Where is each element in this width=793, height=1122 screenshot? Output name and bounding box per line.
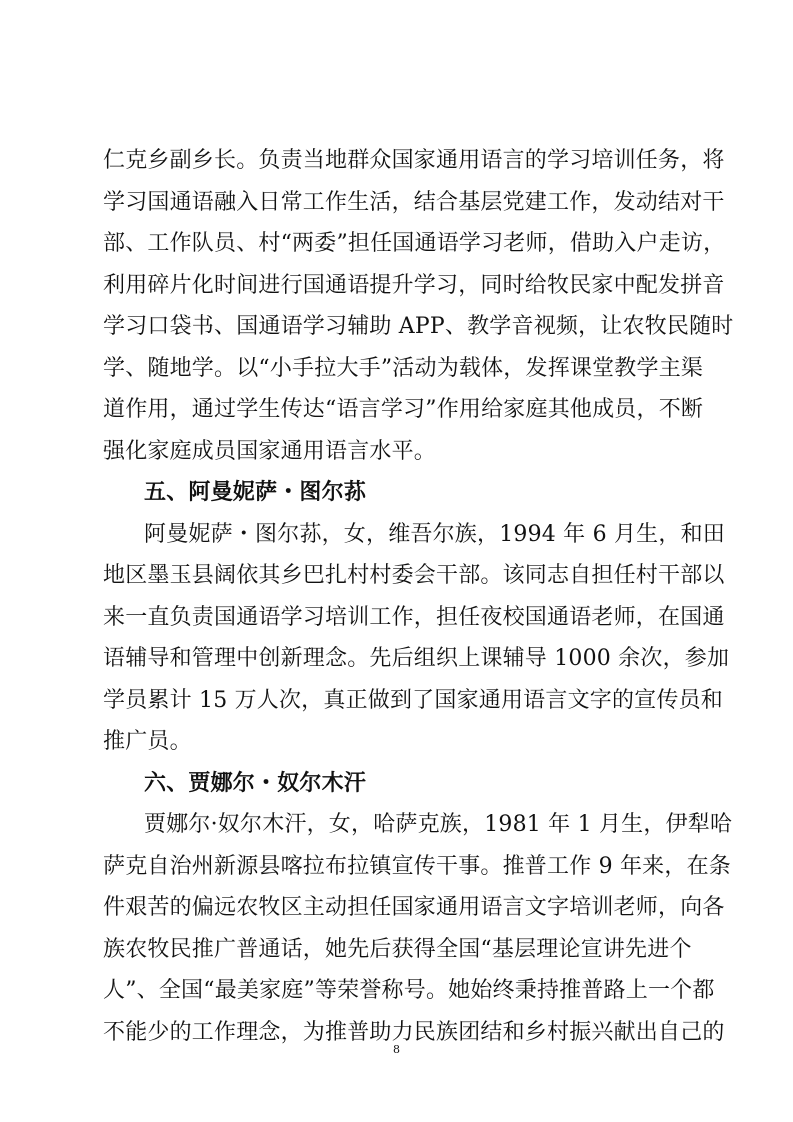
paragraph-line: 学、随地学。以“小手拉大手”活动为载体，发挥课堂教学主渠 [103,356,704,381]
paragraph-line: 语辅导和管理中创新理念。先后组织上课辅导 1000 余次，参加 [103,646,730,671]
paragraph-line: 学员累计 15 万人次，真正做到了国家通用语言文字的宣传员和 [103,688,723,713]
paragraph-line: 学习国通语融入日常工作生活，结合基层党建工作，发动结对干 [103,190,725,215]
paragraph-line: 利用碎片化时间进行国通语提升学习，同时给牧民家中配发拼音 [103,273,725,298]
paragraph-line: 人”、全国“最美家庭”等荣誉称号。她始终秉持推普路上一个都 [103,978,715,1003]
section-heading: 五、阿曼妮萨・图尔荪 [144,480,367,505]
paragraph-line: 推广员。 [103,729,192,754]
paragraph-line: 件艰苦的偏远农牧区主动担任国家通用语言文字培训老师，向各 [103,895,725,920]
paragraph-line: 萨克自治州新源县喀拉布拉镇宣传干事。推普工作 9 年来，在条 [103,854,731,879]
section-heading: 六、贾娜尔・奴尔木汗 [144,771,367,796]
paragraph-line: 部、工作队员、村“两委”担任国通语学习老师，借助入户走访， [103,231,726,256]
paragraph-line: 来一直负责国通语学习培训工作，担任夜校国通语老师，在国通 [103,605,725,630]
paragraph-line: 不能少的工作理念，为推普助力民族团结和乡村振兴献出自己的 [103,1020,725,1045]
paragraph-line: 强化家庭成员国家通用语言水平。 [103,439,437,464]
paragraph-line: 仁克乡副乡长。负责当地群众国家通用语言的学习培训任务，将 [103,148,725,173]
page-number: 8 [393,1043,400,1056]
paragraph-line: 族农牧民推广普通话，她先后获得全国“基层理论宣讲先进个 [103,937,692,962]
paragraph-line: 贾娜尔·奴尔木汗，女，哈萨克族，1981 年 1 月生，伊犁哈 [144,812,733,837]
paragraph-line: 道作用，通过学生传达“语言学习”作用给家庭其他成员，不断 [103,397,704,422]
paragraph-line: 学习口袋书、国通语学习辅助 APP、教学音视频，让农牧民随时 [103,314,734,339]
paragraph-line: 地区墨玉县阔依其乡巴扎村村委会干部。该同志自担任村干部以 [103,563,725,588]
paragraph-line: 阿曼妮萨・图尔荪，女，维吾尔族，1994 年 6 月生，和田 [144,522,725,547]
